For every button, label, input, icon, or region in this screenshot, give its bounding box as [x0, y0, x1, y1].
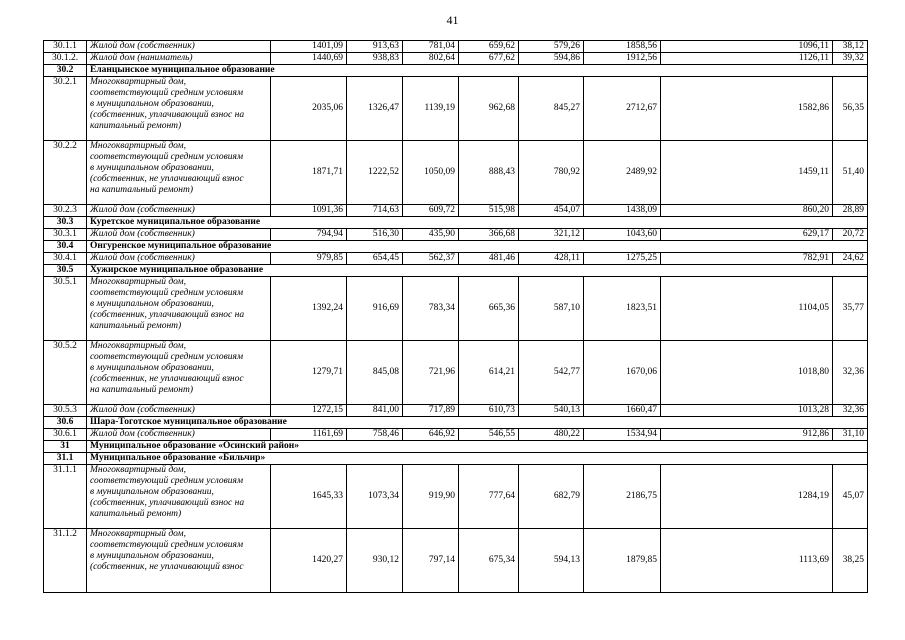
value-cell: 1113,69 — [661, 529, 833, 593]
section-title: Еланцынское муниципальное образование — [87, 65, 868, 77]
value-cell: 913,63 — [347, 41, 403, 53]
row-code: 30.6.1 — [44, 429, 87, 441]
section-title: Муниципальное образование «Бильчир» — [87, 453, 868, 465]
row-code: 31.1.2 — [44, 529, 87, 593]
row-code: 30.2.1 — [44, 77, 87, 141]
value-cell: 930,12 — [347, 529, 403, 593]
row-code: 30.2 — [44, 65, 87, 77]
value-cell: 888,43 — [459, 141, 519, 205]
value-cell: 1420,27 — [271, 529, 347, 593]
description-line: в муниципальном образовании, — [90, 163, 214, 173]
row-description: Жилой дом (собственник) — [87, 229, 271, 241]
table-row — [44, 277, 868, 341]
value-cell: 1645,33 — [271, 465, 347, 529]
description-line: (собственник, уплачивающий взнос на — [90, 310, 245, 320]
value-cell: 428,11 — [519, 253, 584, 265]
description-line: (собственник, уплачивающий взнос на — [90, 498, 245, 508]
value-cell: 1912,56 — [584, 53, 661, 65]
value-cell: 979,85 — [271, 253, 347, 265]
table-row — [44, 429, 868, 441]
value-cell: 45,07 — [833, 465, 868, 529]
table-row — [44, 205, 868, 217]
value-cell: 797,14 — [403, 529, 459, 593]
value-cell: 717,89 — [403, 405, 459, 417]
description-line: Многоквартирный дом, — [90, 141, 186, 151]
value-cell: 56,35 — [833, 77, 868, 141]
value-cell: 962,68 — [459, 77, 519, 141]
value-cell: 629,17 — [661, 229, 833, 241]
value-cell: 587,10 — [519, 277, 584, 341]
section-title: Муниципальное образование «Осинский район» — [87, 441, 868, 453]
description-line: (собственник, не уплачивающий взнос — [90, 374, 244, 384]
value-cell: 1284,19 — [661, 465, 833, 529]
table-row — [44, 53, 868, 65]
value-cell: 39,32 — [833, 53, 868, 65]
description-line: Многоквартирный дом, — [90, 341, 186, 351]
value-cell: 1275,25 — [584, 253, 661, 265]
value-cell: 783,34 — [403, 277, 459, 341]
value-cell: 2489,92 — [584, 141, 661, 205]
row-code: 31.1.1 — [44, 465, 87, 529]
value-cell: 32,36 — [833, 405, 868, 417]
table-row — [44, 141, 868, 205]
section-row — [44, 441, 868, 453]
section-row — [44, 265, 868, 277]
row-code: 30.5.3 — [44, 405, 87, 417]
table-row — [44, 77, 868, 141]
value-cell: 31,10 — [833, 429, 868, 441]
value-cell: 1670,06 — [584, 341, 661, 405]
description-line: в муниципальном образовании, — [90, 299, 214, 309]
table-row — [44, 405, 868, 417]
value-cell: 1459,11 — [661, 141, 833, 205]
value-cell: 1582,86 — [661, 77, 833, 141]
value-cell: 614,21 — [459, 341, 519, 405]
value-cell: 516,30 — [347, 229, 403, 241]
value-cell: 366,68 — [459, 229, 519, 241]
value-cell: 1534,94 — [584, 429, 661, 441]
value-cell: 1161,69 — [271, 429, 347, 441]
value-cell: 38,12 — [833, 41, 868, 53]
value-cell: 594,13 — [519, 529, 584, 593]
table-row — [44, 253, 868, 265]
description-line: капитальный ремонт) — [90, 121, 182, 131]
value-cell: 646,92 — [403, 429, 459, 441]
description-line: капитальный ремонт) — [90, 509, 182, 519]
section-row — [44, 453, 868, 465]
value-cell: 38,25 — [833, 529, 868, 593]
tariff-table — [43, 40, 868, 593]
description-line: соответствующий средним условиям — [90, 88, 244, 98]
value-cell: 845,08 — [347, 341, 403, 405]
description-line: Многоквартирный дом, — [90, 465, 186, 475]
value-cell: 682,79 — [519, 465, 584, 529]
value-cell: 609,72 — [403, 205, 459, 217]
table-row — [44, 465, 868, 529]
row-code: 30.4.1 — [44, 253, 87, 265]
value-cell: 28,89 — [833, 205, 868, 217]
table-row — [44, 229, 868, 241]
value-cell: 1660,47 — [584, 405, 661, 417]
row-code: 30.5.2 — [44, 341, 87, 405]
section-row — [44, 217, 868, 229]
value-cell: 714,63 — [347, 205, 403, 217]
description-line: в муниципальном образовании, — [90, 99, 214, 109]
value-cell: 321,12 — [519, 229, 584, 241]
row-code: 30.4 — [44, 241, 87, 253]
row-description: Жилой дом (собственник) — [87, 41, 271, 53]
description-line: соответствующий средним условиям — [90, 352, 244, 362]
value-cell: 938,83 — [347, 53, 403, 65]
row-description: Жилой дом (собственник) — [87, 429, 271, 441]
section-title: Хужирское муниципальное образование — [87, 265, 868, 277]
value-cell: 777,64 — [459, 465, 519, 529]
row-code: 31 — [44, 441, 87, 453]
value-cell: 659,62 — [459, 41, 519, 53]
value-cell: 1043,60 — [584, 229, 661, 241]
value-cell: 594,86 — [519, 53, 584, 65]
value-cell: 1823,51 — [584, 277, 661, 341]
description-line: в муниципальном образовании, — [90, 363, 214, 373]
description-line: на капитальный ремонт) — [90, 185, 194, 195]
value-cell: 515,98 — [459, 205, 519, 217]
value-cell: 912,86 — [661, 429, 833, 441]
row-code: 30.1.2. — [44, 53, 87, 65]
value-cell: 1279,71 — [271, 341, 347, 405]
value-cell: 20,72 — [833, 229, 868, 241]
description-line: соответствующий средним условиям — [90, 540, 244, 550]
value-cell: 1104,05 — [661, 277, 833, 341]
table-body — [44, 41, 868, 593]
value-cell: 1139,19 — [403, 77, 459, 141]
value-cell: 1096,11 — [661, 41, 833, 53]
section-row — [44, 241, 868, 253]
value-cell: 51,40 — [833, 141, 868, 205]
value-cell: 2186,75 — [584, 465, 661, 529]
row-code: 30.2.3 — [44, 205, 87, 217]
value-cell: 35,77 — [833, 277, 868, 341]
table-row — [44, 529, 868, 593]
value-cell: 1073,34 — [347, 465, 403, 529]
value-cell: 1392,24 — [271, 277, 347, 341]
value-cell: 562,37 — [403, 253, 459, 265]
description-line: (собственник, не уплачивающий взнос — [90, 174, 244, 184]
description-line: (собственник, уплачивающий взнос на — [90, 110, 245, 120]
row-description — [87, 529, 271, 593]
value-cell: 1401,09 — [271, 41, 347, 53]
value-cell: 654,45 — [347, 253, 403, 265]
row-code: 30.5 — [44, 265, 87, 277]
value-cell: 454,07 — [519, 205, 584, 217]
value-cell: 1438,09 — [584, 205, 661, 217]
value-cell: 1858,56 — [584, 41, 661, 53]
row-description: Жилой дом (собственник) — [87, 405, 271, 417]
row-code: 31.1 — [44, 453, 87, 465]
value-cell: 1091,36 — [271, 205, 347, 217]
value-cell: 781,04 — [403, 41, 459, 53]
value-cell: 845,27 — [519, 77, 584, 141]
value-cell: 1440,69 — [271, 53, 347, 65]
value-cell: 782,91 — [661, 253, 833, 265]
row-code: 30.5.1 — [44, 277, 87, 341]
value-cell: 1326,47 — [347, 77, 403, 141]
value-cell: 1879,85 — [584, 529, 661, 593]
table-row — [44, 341, 868, 405]
value-cell: 32,36 — [833, 341, 868, 405]
description-line: соответствующий средним условиям — [90, 288, 244, 298]
row-code: 30.3.1 — [44, 229, 87, 241]
value-cell: 2035,06 — [271, 77, 347, 141]
value-cell: 860,20 — [661, 205, 833, 217]
row-description — [87, 341, 271, 405]
value-cell: 780,92 — [519, 141, 584, 205]
value-cell: 2712,67 — [584, 77, 661, 141]
section-row — [44, 417, 868, 429]
row-description — [87, 465, 271, 529]
row-code: 30.3 — [44, 217, 87, 229]
value-cell: 542,77 — [519, 341, 584, 405]
description-line: Многоквартирный дом, — [90, 529, 186, 539]
value-cell: 675,34 — [459, 529, 519, 593]
value-cell: 1871,71 — [271, 141, 347, 205]
description-line: (собственник, не уплачивающий взнос — [90, 562, 244, 572]
row-description: Жилой дом (собственник) — [87, 205, 271, 217]
value-cell: 794,94 — [271, 229, 347, 241]
description-line: Многоквартирный дом, — [90, 277, 186, 287]
row-code: 30.2.2 — [44, 141, 87, 205]
value-cell: 1126,11 — [661, 53, 833, 65]
value-cell: 546,55 — [459, 429, 519, 441]
description-line: в муниципальном образовании, — [90, 487, 214, 497]
value-cell: 665,36 — [459, 277, 519, 341]
description-line: капитальный ремонт) — [90, 321, 182, 331]
row-code: 30.6 — [44, 417, 87, 429]
row-description: Жилой дом (собственник) — [87, 253, 271, 265]
row-code: 30.1.1 — [44, 41, 87, 53]
value-cell: 841,00 — [347, 405, 403, 417]
value-cell: 677,62 — [459, 53, 519, 65]
description-line: на капитальный ремонт) — [90, 385, 194, 395]
section-row — [44, 65, 868, 77]
section-title: Куретское муниципальное образование — [87, 217, 868, 229]
value-cell: 916,69 — [347, 277, 403, 341]
description-line: соответствующий средним условиям — [90, 152, 244, 162]
value-cell: 758,46 — [347, 429, 403, 441]
value-cell: 24,62 — [833, 253, 868, 265]
value-cell: 480,22 — [519, 429, 584, 441]
row-description — [87, 77, 271, 141]
section-title: Онгуренское муниципальное образование — [87, 241, 868, 253]
value-cell: 610,73 — [459, 405, 519, 417]
value-cell: 1050,09 — [403, 141, 459, 205]
description-line: соответствующий средним условиям — [90, 476, 244, 486]
value-cell: 802,64 — [403, 53, 459, 65]
value-cell: 1222,52 — [347, 141, 403, 205]
description-line: Многоквартирный дом, — [90, 77, 186, 87]
value-cell: 481,46 — [459, 253, 519, 265]
row-description: Жилой дом (наниматель) — [87, 53, 271, 65]
value-cell: 919,90 — [403, 465, 459, 529]
value-cell: 540,13 — [519, 405, 584, 417]
description-line: в муниципальном образовании, — [90, 551, 214, 561]
value-cell: 1018,80 — [661, 341, 833, 405]
table-row — [44, 41, 868, 53]
value-cell: 721,96 — [403, 341, 459, 405]
row-description — [87, 277, 271, 341]
value-cell: 435,90 — [403, 229, 459, 241]
value-cell: 1013,28 — [661, 405, 833, 417]
value-cell: 579,26 — [519, 41, 584, 53]
row-description — [87, 141, 271, 205]
section-title: Шара-Тоготское муниципальное образование — [87, 417, 868, 429]
value-cell: 1272,15 — [271, 405, 347, 417]
page-number: 41 — [446, 13, 459, 27]
